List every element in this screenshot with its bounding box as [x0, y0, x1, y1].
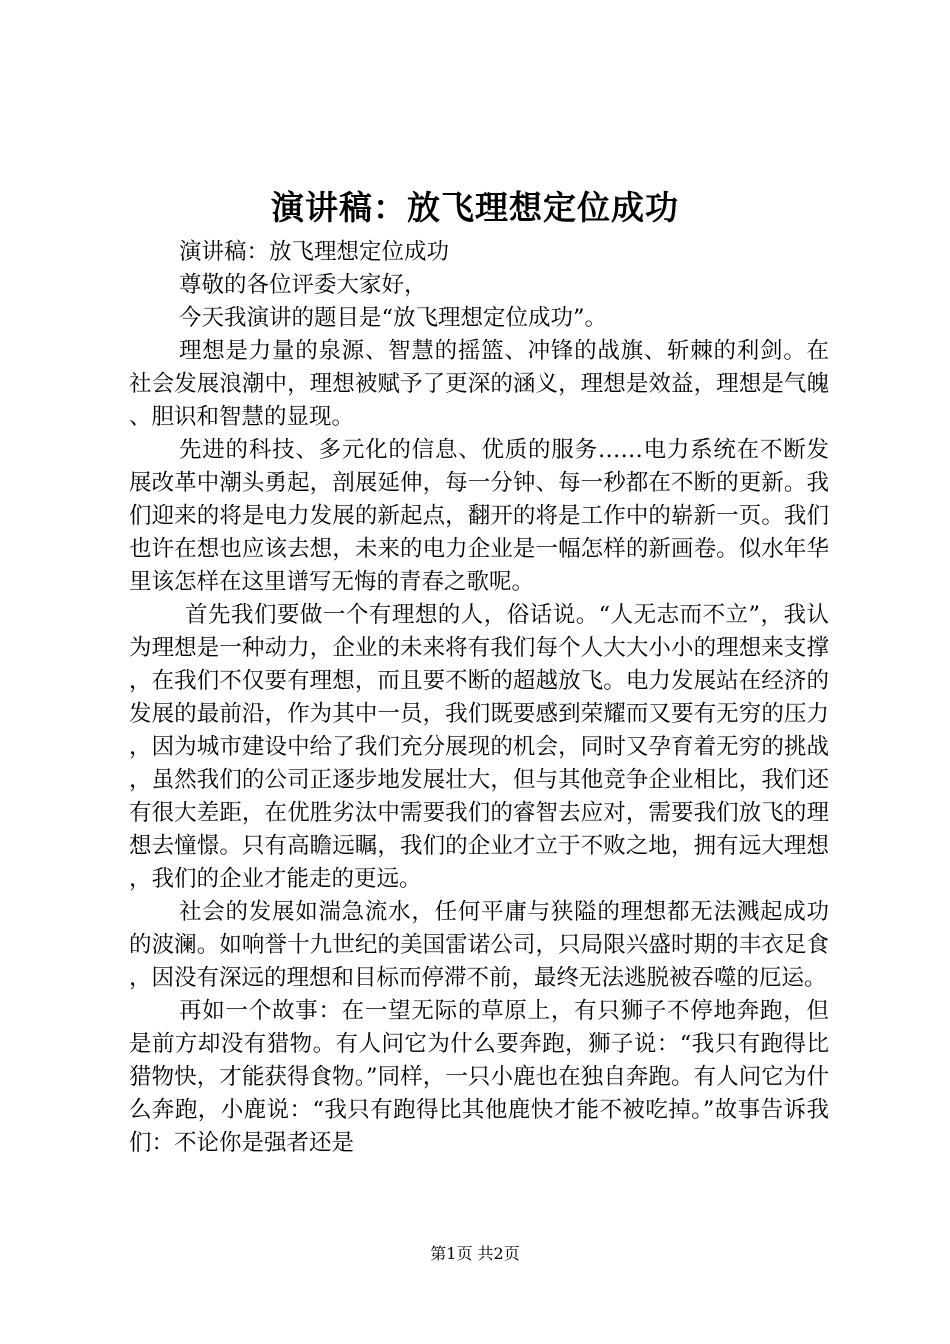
paragraph-heading-repeat: 演讲稿：放飞理想定位成功: [179, 239, 450, 265]
paragraph-social-development: 社会的发展如湍急流水，任何平庸与狭隘的理想都无法溅起成功的波澜。如响誉十九世纪的美国雷诺公司，只局限兴盛时期的丰衣足食，因没有深远的理想和目标而停滞不前，最终无法逃脱被吞噬的厄运。: [129, 899, 829, 991]
paragraph-ideal-definition: 理想是力量的泉源、智慧的摇篮、冲锋的战旗、斩棘的利剑。在社会发展浪潮中，理想被赋予了更深的涵义，理想是效益，理想是气魄、胆识和智慧的显现。: [129, 338, 829, 430]
paragraph-power-development: 先进的科技、多元化的信息、优质的服务……电力系统在不断发展改革中潮头勇起，剖展延伸，每一分钟、每一秒都在不断的更新。我们迎来的将是电力发展的新起点，翻开的将是工作中的崭新一页。我们也许在想也应该去想，未来的电力企业是一幅怎样的新画卷。似水年华里该怎样在这里谱写无悔的青春之歌呢。: [129, 437, 829, 595]
paragraph-topic: 今天我演讲的题目是“放飞理想定位成功”。: [179, 305, 608, 331]
paragraph-have-ideals: 首先我们要做一个有理想的人，俗话说。“人无志而不立”，我认为理想是一种动力，企业的未来将有我们每个人大大小小的理想来支撑，在我们不仅要有理想，而且要不断的超越放飞。电力发展站在经济的发展的最前沿，作为其中一员，我们既要感到荣耀而又要有无穷的压力，因为城市建设中给了我们充分展现的机会，同时又孕育着无穷的挑战，虽然我们的公司正逐步地发展壮大，但与其他竞争企业相比，我们还有很大差距，在优胜劣汰中需要我们的睿智去应对，需要我们放飞的理想去憧憬。只有高瞻远瞩，我们的企业才立于不败之地，拥有远大理想，我们的企业才能走的更远。: [129, 602, 829, 892]
paragraph-greeting: 尊敬的各位评委大家好，: [179, 272, 427, 298]
document-body: [129, 236, 829, 1160]
document-title: 演讲稿：放飞理想定位成功: [271, 188, 679, 227]
paragraph-lion-deer-story: 再如一个故事：在一望无际的草原上，有只狮子不停地奔跑，但是前方却没有猎物。有人问它为什么要奔跑，狮子说：“我只有跑得比猎物快，才能获得食物。”同样，一只小鹿也在独自奔跑。有人问它为什么奔跑，小鹿说：“我只有跑得比其他鹿快才能不被吃掉。”故事告诉我们：不论你是强者还是: [129, 998, 829, 1156]
page-number-footer: 第1页 共2页: [430, 1244, 520, 1263]
